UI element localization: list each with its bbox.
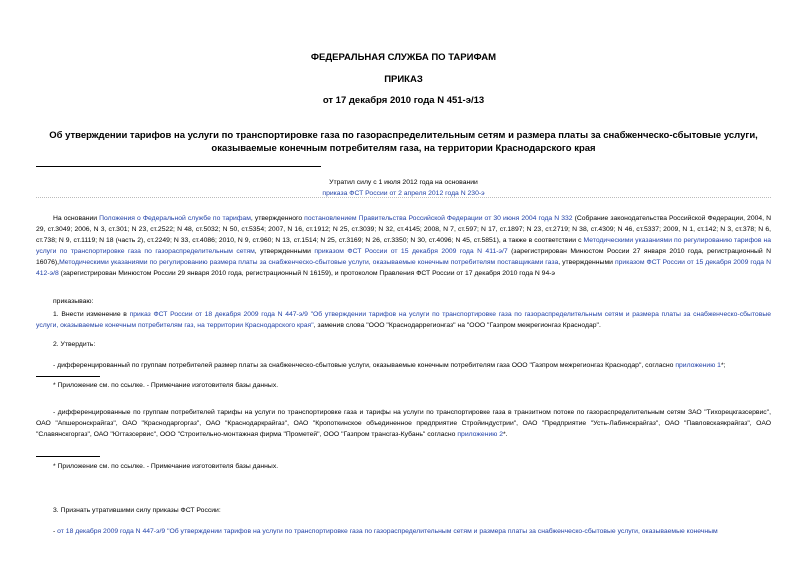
section-separator	[36, 197, 771, 198]
document-type: ПРИКАЗ	[384, 74, 423, 85]
footnote-divider	[36, 376, 100, 377]
item-2-heading: 2. Утвердить:	[53, 341, 96, 348]
preamble-text: На основании	[53, 215, 100, 222]
status-note	[0, 177, 807, 199]
link-methodical-guidelines-supply[interactable]: Методическими указаниями по регулированию размера платы за снабженческо-сбытовые услуги, оказываемые конечным потребителям поставщиками газа	[59, 258, 559, 266]
preamble-text: (Собрание законодательства Российской Федерации, 2004, N 29, ст.3049; 2006, N 3, ст.301; N 23, ст.2522; N 48, ст.5032; N 50, ст.5354; 2007, N 16, ст.1912; N 25, ст.3039; N 32, ст.4145; 2008, N 7, ст.597; N 17, ст.1897; N 23, ст.2719; N 38, ст.4309; N 46, ст.5337; 2009, N 1, ст.142; N 3, ст.378; N 6, ст.738; N 9, ст.1119; N 18 (часть 2), ст.2249; N 33, ст.4086; 2010, N 9, ст.960; N 13, ст.1514; N 25, ст.3169; N 26, ст.3350; N 30, ст.4096; N 45, ст.5851), а также в соответствии с	[36, 215, 772, 244]
item-2a-paragraph	[53, 361, 771, 372]
document-title: Об утверждении тарифов на услуги по транспортировке газа по газораспределительным сетям и размера платы за снабженческо-сбытовые услуги, оказываемые конечным потребителям газа, на территории Краснодарского края	[49, 130, 758, 154]
item-text: 1. Внести изменение в	[53, 311, 130, 318]
item-text: *.	[503, 430, 508, 438]
link-appendix-2[interactable]: приложению 2	[457, 430, 504, 438]
orders-word: приказываю:	[53, 298, 94, 305]
status-repeal-link[interactable]: приказа ФСТ России от 2 апреля 2012 года N 230-э	[322, 190, 485, 197]
footnote-2: * Приложение см. по ссылке. - Примечание изготовителя базы данных.	[53, 463, 279, 470]
preamble-text: , утвержденными	[254, 247, 315, 255]
preamble-text: (зарегистрирован Минюстом России 27 января 2010 года, регистрационный N 16076),	[36, 247, 771, 266]
agency-name: ФЕДЕРАЛЬНАЯ СЛУЖБА ПО ТАРИФАМ	[310, 52, 497, 63]
document-date-number: от 17 декабря 2010 года N 451-э/13	[322, 95, 485, 106]
item-3-heading: 3. Признать утратившими силу приказы ФСТ России:	[53, 507, 221, 514]
status-note-text: Утратил силу с 1 июля 2012 года на основании	[329, 179, 478, 186]
title-divider	[36, 166, 321, 167]
preamble-paragraph	[36, 214, 771, 279]
preamble-text: (зарегистрирован Минюстом России 29 января 2010 года, регистрационный N 16159), и протоколом Правления ФСТ России от 17 декабря 2010 года N 94-э	[58, 269, 555, 277]
link-appendix-1[interactable]: приложению 1	[675, 362, 721, 369]
preamble-text: , утвержденного	[250, 215, 305, 222]
link-order-412[interactable]: приказом ФСТ России от 15 декабря 2009 года N 412-э/8	[36, 258, 771, 277]
item-2b-paragraph	[36, 408, 771, 441]
item-3a-paragraph	[53, 527, 771, 538]
link-methodical-guidelines-transport[interactable]: Методическими указаниями по регулированию тарифов на услуги по транспортировке газа по газораспределительным сетям	[36, 236, 771, 255]
item-text: - дифференцированный по группам потребителей размер платы за снабженческо-сбытовые услуги, оказываемые конечным потребителям газа ООО "Газпром межрегионгаз Краснодар", согласно	[53, 362, 676, 369]
item-1-paragraph	[36, 310, 771, 332]
footnote-divider	[36, 456, 100, 457]
item-text: , заменив слова "ООО "Краснодаррегионгаз" на "ООО "Газпром межрегионгаз Краснодар".	[313, 321, 601, 329]
link-order-411[interactable]: приказом ФСТ России от 15 декабря 2009 года N 411-э/7	[314, 247, 508, 255]
footnote-1: * Приложение см. по ссылке. - Примечание изготовителя базы данных.	[53, 382, 279, 389]
item-text: -	[53, 528, 58, 535]
preamble-text: , утвержденными	[558, 258, 615, 266]
link-order-447[interactable]: приказ ФСТ России от 18 декабря 2009 года N 447-э/9 "Об утверждении тарифов на услуги по транспортировке газа по газораспределительным сетям и размера платы за снабженческо-сбытовые услуги, оказываемые конечным потребителям газ, на территории Краснодарского края"	[36, 311, 771, 329]
link-order-447-repealed[interactable]: от 18 декабря 2009 года N 447-э/9 "Об утверждении тарифов на услуги по транспортировке газа по газораспределительным сетям и размера платы за снабженческо-сбытовые услуги, оказываемые конечным	[57, 528, 718, 535]
link-fst-regulation[interactable]: Положения о Федеральной службе по тарифам	[99, 215, 251, 222]
item-text: *;	[720, 362, 726, 369]
item-text: - дифференцированные по группам потребителей тарифы на услуги по транспортировке газа и тарифы на услуги по транспортировке газа в транзитном потоке по газораспределительным сетям ЗАО "Тихорецкгазсервис", ОАО "Апшеронскрайгаз", ОАО "Краснодаргоргаз", ОАО "Краснодаркрайгаз", ОАО "Кропоткинское объединенное предприятие Стройиндустрии", ОАО "Предприятие "Усть-Лабинскрайгаз", ОАО "Павловскаякрайгаз", ОАО "Славянскгоргаз", ОАО "Югтазсервис", ООО "Строительно-монтажная фирма "Прометей", ООО "Газпром трансгаз-Кубань" согласно	[36, 409, 771, 438]
link-government-decree[interactable]: постановлением Правительства Российской Федерации от 30 июня 2004 года N 332	[304, 215, 573, 222]
